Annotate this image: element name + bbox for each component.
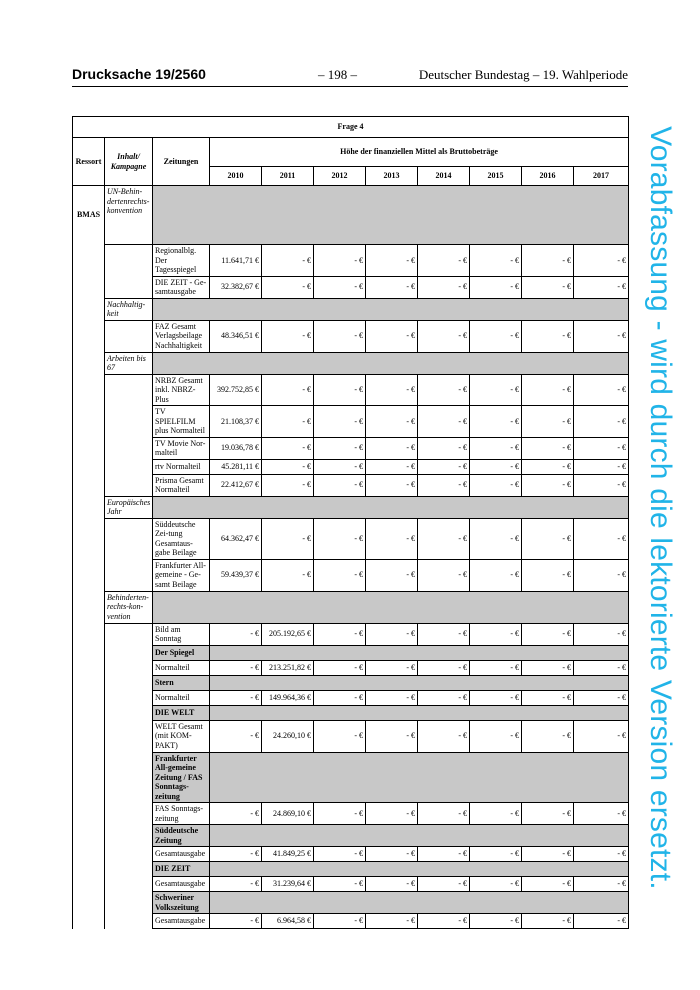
newspaper-name: Bild am Sonntag — [153, 623, 210, 645]
newspaper-name: DIE ZEIT - Ge-samtausgabe — [153, 276, 210, 298]
group-fill — [210, 752, 629, 803]
value-cell: - € — [314, 803, 366, 825]
value-cell: 24.869,10 € — [262, 803, 314, 825]
value-cell: - € — [574, 320, 629, 352]
value-cell: - € — [366, 518, 418, 559]
value-cell: - € — [262, 406, 314, 438]
value-cell: - € — [314, 474, 366, 496]
value-cell: 48.346,51 € — [210, 320, 262, 352]
value-cell: 19.036,78 € — [210, 437, 262, 459]
group-label: DIE WELT — [153, 705, 210, 720]
value-cell: - € — [470, 720, 522, 752]
value-cell: - € — [262, 276, 314, 298]
year-header: 2016 — [522, 167, 574, 186]
value-cell: - € — [470, 374, 522, 406]
newspaper-name: Normalteil — [153, 660, 210, 675]
value-cell: - € — [210, 847, 262, 862]
value-cell: - € — [314, 276, 366, 298]
value-cell: - € — [366, 877, 418, 892]
value-cell: 205.192,65 € — [262, 623, 314, 645]
value-cell: - € — [522, 720, 574, 752]
value-cell: - € — [210, 660, 262, 675]
group-label: DIE ZEIT — [153, 862, 210, 877]
col-header-zeitungen: Zeitungen — [153, 138, 210, 186]
value-cell: - € — [470, 623, 522, 645]
value-cell: - € — [574, 437, 629, 459]
value-cell: - € — [522, 847, 574, 862]
campaign-spacer — [105, 518, 153, 591]
value-cell: - € — [470, 914, 522, 929]
value-cell: - € — [366, 437, 418, 459]
newspaper-name: rtv Normalteil — [153, 459, 210, 474]
value-cell: - € — [366, 459, 418, 474]
value-cell: - € — [314, 406, 366, 438]
campaign-spacer — [105, 374, 153, 496]
campaign-header-fill — [153, 186, 629, 245]
year-header: 2015 — [470, 167, 522, 186]
campaign-header-fill — [153, 496, 629, 518]
page-header — [72, 66, 628, 88]
value-cell: 11.641,71 € — [210, 245, 262, 277]
newspaper-name: FAS Sonntags-zeitung — [153, 803, 210, 825]
drucksache-label — [72, 66, 206, 82]
frage-title: Frage 4 — [73, 117, 629, 138]
value-cell: - € — [418, 914, 470, 929]
value-cell: - € — [418, 245, 470, 277]
value-cell: - € — [522, 474, 574, 496]
value-cell: - € — [574, 276, 629, 298]
newspaper-name: Prisma Gesamt Normalteil — [153, 474, 210, 496]
col-header-kampagne: Inhalt/ Kampagne — [105, 138, 153, 186]
value-cell: 59.439,37 € — [210, 559, 262, 591]
campaign-label: Arbeiten bis 67 — [105, 352, 153, 374]
value-cell: - € — [418, 474, 470, 496]
col-header-hoehe: Höhe der finanziellen Mittel als Bruttobeträge — [210, 138, 629, 167]
value-cell: - € — [314, 623, 366, 645]
value-cell: - € — [314, 437, 366, 459]
header-title: Deutscher Bundestag – 19. Wahlperiode — [418, 67, 628, 82]
newspaper-name: Gesamtausgabe — [153, 877, 210, 892]
value-cell: - € — [522, 877, 574, 892]
newspaper-name: Süddeutsche Zei-tung Gesamtaus-gabe Beilage — [153, 518, 210, 559]
value-cell: - € — [314, 660, 366, 675]
value-cell: 6.964,58 € — [262, 914, 314, 929]
value-cell: - € — [574, 559, 629, 591]
value-cell: - € — [470, 847, 522, 862]
group-fill — [210, 645, 629, 660]
value-cell: - € — [314, 690, 366, 705]
value-cell: - € — [366, 406, 418, 438]
value-cell: - € — [314, 245, 366, 277]
value-cell: - € — [418, 623, 470, 645]
watermark-text: Vorabfassung - wird durch die lektorierte Version ersetzt. — [644, 126, 677, 890]
col-header-ressort: Ressort — [73, 138, 105, 186]
campaign-header-fill — [153, 298, 629, 320]
value-cell: 149.964,36 € — [262, 690, 314, 705]
value-cell: - € — [314, 847, 366, 862]
value-cell: - € — [574, 518, 629, 559]
value-cell: - € — [262, 245, 314, 277]
value-cell: - € — [522, 406, 574, 438]
value-cell: - € — [522, 459, 574, 474]
value-cell: - € — [314, 720, 366, 752]
value-cell: - € — [522, 690, 574, 705]
group-fill — [210, 705, 629, 720]
value-cell: 31.239,64 € — [262, 877, 314, 892]
header-divider — [72, 86, 628, 87]
group-fill — [210, 675, 629, 690]
value-cell: - € — [574, 803, 629, 825]
newspaper-name: Normalteil — [153, 690, 210, 705]
value-cell: - € — [366, 720, 418, 752]
value-cell: 213.251,82 € — [262, 660, 314, 675]
campaign-label: UN-Behin-dertenrechts-konvention — [105, 186, 153, 245]
value-cell: 22.412,67 € — [210, 474, 262, 496]
value-cell: - € — [574, 623, 629, 645]
group-label: Schweriner Volkszeitung — [153, 892, 210, 914]
year-header: 2014 — [418, 167, 470, 186]
value-cell: - € — [314, 877, 366, 892]
value-cell: - € — [314, 914, 366, 929]
value-cell: 45.281,11 € — [210, 459, 262, 474]
value-cell: - € — [366, 245, 418, 277]
group-label: Der Spiegel — [153, 645, 210, 660]
value-cell: - € — [418, 459, 470, 474]
value-cell: - € — [314, 374, 366, 406]
value-cell: - € — [522, 914, 574, 929]
value-cell: - € — [366, 559, 418, 591]
value-cell: - € — [314, 320, 366, 352]
campaign-label: Europäisches Jahr — [105, 496, 153, 518]
value-cell: - € — [418, 518, 470, 559]
value-cell: - € — [522, 374, 574, 406]
value-cell: - € — [418, 660, 470, 675]
group-label: Stern — [153, 675, 210, 690]
group-fill — [210, 862, 629, 877]
drucksache-word: Drucksache — [72, 66, 152, 82]
value-cell: - € — [522, 320, 574, 352]
campaign-label: Behinderten-rechts-kon-vention — [105, 591, 153, 623]
campaign-header-fill — [153, 591, 629, 623]
value-cell: 32.382,67 € — [210, 276, 262, 298]
value-cell: - € — [418, 374, 470, 406]
campaign-label: Nachhaltig-keit — [105, 298, 153, 320]
value-cell: - € — [470, 276, 522, 298]
value-cell: - € — [522, 803, 574, 825]
value-cell: - € — [366, 914, 418, 929]
value-cell: - € — [470, 320, 522, 352]
newspaper-name: Regionalblg. Der Tagesspiegel — [153, 245, 210, 277]
value-cell: - € — [418, 877, 470, 892]
value-cell: - € — [262, 474, 314, 496]
newspaper-name: WELT Gesamt (mit KOM-PAKT) — [153, 720, 210, 752]
value-cell: - € — [574, 660, 629, 675]
value-cell: - € — [522, 437, 574, 459]
value-cell: - € — [470, 245, 522, 277]
value-cell: - € — [366, 690, 418, 705]
value-cell: 41.849,25 € — [262, 847, 314, 862]
value-cell: - € — [262, 374, 314, 406]
newspaper-name: FAZ Gesamt Verlagsbeilage Nachhaltigkeit — [153, 320, 210, 352]
newspaper-name: TV SPIELFILM plus Normalteil — [153, 406, 210, 438]
ressort-cell: BMAS — [73, 186, 105, 929]
value-cell: - € — [314, 459, 366, 474]
value-cell: 21.108,37 € — [210, 406, 262, 438]
value-cell: - € — [210, 720, 262, 752]
value-cell: - € — [366, 276, 418, 298]
campaign-header-fill — [153, 352, 629, 374]
group-fill — [210, 825, 629, 847]
value-cell: - € — [574, 877, 629, 892]
value-cell: - € — [470, 437, 522, 459]
value-cell: - € — [366, 474, 418, 496]
value-cell: - € — [418, 803, 470, 825]
value-cell: - € — [366, 660, 418, 675]
value-cell: - € — [314, 559, 366, 591]
value-cell: - € — [470, 660, 522, 675]
value-cell: - € — [470, 559, 522, 591]
newspaper-name: NRBZ Gesamt inkl. NBRZ-Plus — [153, 374, 210, 406]
value-cell: - € — [470, 474, 522, 496]
value-cell: - € — [574, 406, 629, 438]
value-cell: - € — [366, 623, 418, 645]
year-header: 2010 — [210, 167, 262, 186]
value-cell: - € — [366, 374, 418, 406]
value-cell: - € — [366, 847, 418, 862]
year-header: 2017 — [574, 167, 629, 186]
value-cell: - € — [522, 623, 574, 645]
value-cell: - € — [574, 847, 629, 862]
year-header: 2012 — [314, 167, 366, 186]
value-cell: 392.752,85 € — [210, 374, 262, 406]
value-cell: - € — [522, 518, 574, 559]
value-cell: - € — [574, 690, 629, 705]
watermark — [640, 108, 680, 908]
value-cell: - € — [210, 914, 262, 929]
value-cell: - € — [470, 690, 522, 705]
campaign-spacer — [105, 245, 153, 299]
value-cell: - € — [418, 720, 470, 752]
value-cell: - € — [470, 877, 522, 892]
value-cell: - € — [522, 276, 574, 298]
newspaper-name: Frankfurter All-gemeine - Ge-samt Beilage — [153, 559, 210, 591]
value-cell: - € — [262, 437, 314, 459]
value-cell: - € — [574, 459, 629, 474]
value-cell: - € — [522, 559, 574, 591]
value-cell: - € — [574, 914, 629, 929]
value-cell: - € — [418, 559, 470, 591]
value-cell: - € — [470, 406, 522, 438]
value-cell: - € — [314, 518, 366, 559]
newspaper-name: Gesamtausgabe — [153, 914, 210, 929]
value-cell: 64.362,47 € — [210, 518, 262, 559]
campaign-spacer — [105, 320, 153, 352]
value-cell: - € — [366, 803, 418, 825]
group-fill — [210, 892, 629, 914]
value-cell: - € — [470, 518, 522, 559]
group-label: Süddeutsche Zeitung — [153, 825, 210, 847]
year-header: 2011 — [262, 167, 314, 186]
value-cell: - € — [262, 559, 314, 591]
value-cell: - € — [210, 877, 262, 892]
value-cell: - € — [574, 720, 629, 752]
value-cell: - € — [418, 320, 470, 352]
newspaper-name: TV Movie Nor-malteil — [153, 437, 210, 459]
campaign-spacer — [105, 623, 153, 929]
value-cell: - € — [418, 406, 470, 438]
value-cell: - € — [262, 320, 314, 352]
year-header: 2013 — [366, 167, 418, 186]
value-cell: - € — [366, 320, 418, 352]
newspaper-name: Gesamtausgabe — [153, 847, 210, 862]
value-cell: - € — [522, 660, 574, 675]
value-cell: - € — [418, 437, 470, 459]
value-cell: - € — [418, 276, 470, 298]
funding-table — [72, 116, 629, 929]
value-cell: - € — [574, 245, 629, 277]
value-cell: - € — [210, 803, 262, 825]
value-cell: - € — [262, 459, 314, 474]
value-cell: - € — [574, 374, 629, 406]
value-cell: - € — [210, 623, 262, 645]
page-number: – 198 – — [318, 67, 357, 82]
value-cell: - € — [418, 847, 470, 862]
value-cell: - € — [522, 245, 574, 277]
value-cell: - € — [574, 474, 629, 496]
drucksache-number: 19/2560 — [155, 66, 206, 82]
value-cell: - € — [262, 518, 314, 559]
value-cell: - € — [470, 459, 522, 474]
group-label: Frankfurter All-gemeine Zeitung / FAS Sonntags-zeitung — [153, 752, 210, 803]
value-cell: - € — [210, 690, 262, 705]
value-cell: - € — [418, 690, 470, 705]
value-cell: 24.260,10 € — [262, 720, 314, 752]
value-cell: - € — [470, 803, 522, 825]
